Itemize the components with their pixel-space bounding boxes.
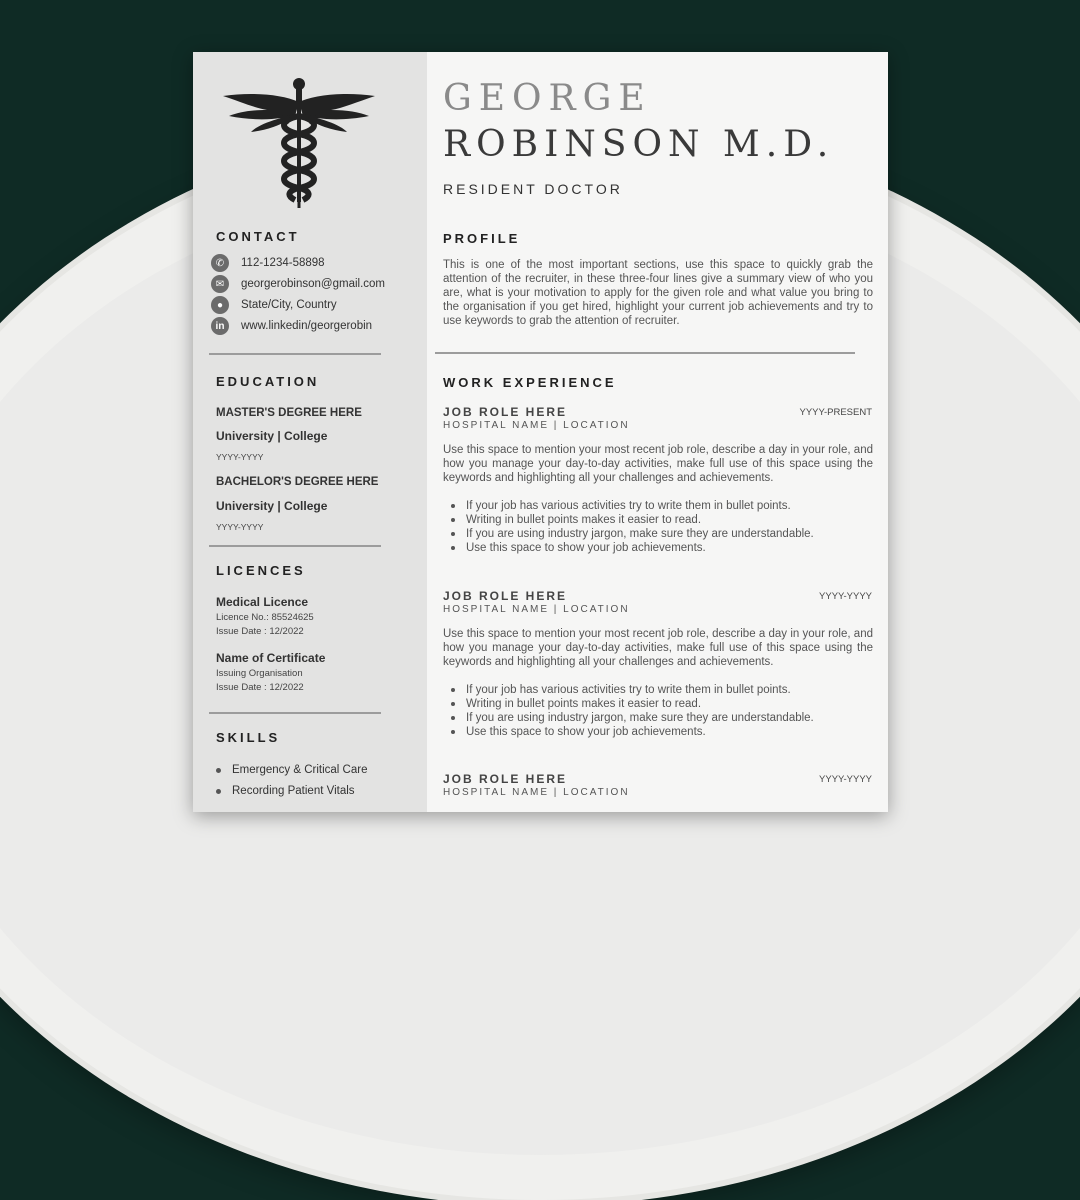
education-degree: BACHELOR'S DEGREE HERE xyxy=(216,476,379,488)
bullet-dot xyxy=(451,730,455,734)
work-experience-heading: WORK EXPERIENCE xyxy=(443,375,617,390)
job-bullets xyxy=(451,499,871,555)
job-hospital: HOSPITAL NAME | LOCATION xyxy=(443,420,630,431)
phone-text: 112-1234-58898 xyxy=(241,257,325,269)
contact-linkedin xyxy=(211,317,372,335)
bullet-dot xyxy=(451,702,455,706)
skill-item xyxy=(216,785,355,797)
bullet-item xyxy=(451,683,871,697)
main-divider xyxy=(435,352,855,354)
bullet-item xyxy=(451,527,871,541)
job-description: Use this space to mention your most recent job role, describe a day in your role, and how you manage your day-to-day activities, make full use of this space using the keywords and highlighting all your challenges and achievements. xyxy=(443,444,873,484)
bullet-dot xyxy=(216,789,221,794)
bullet-dot xyxy=(451,546,455,550)
bullet-item xyxy=(451,513,871,527)
licences-heading: LICENCES xyxy=(216,563,306,578)
bullet-text: If your job has various activities try to write them in bullet points. xyxy=(466,684,791,696)
sidebar-divider xyxy=(209,712,381,714)
job-role: JOB ROLE HERE xyxy=(443,772,568,786)
bullet-text: If you are using industry jargon, make sure they are understandable. xyxy=(466,712,814,724)
job-title: RESIDENT DOCTOR xyxy=(443,181,623,197)
profile-text: This is one of the most important sections, use this space to quickly grab the attention of the recruiter, in these three-four lines give a summary view of who you are, what is your motivation to apply for the given role and what value you bring to the organisation if you get hired, highlight your current job achievements and try to use keywords to grab the attention of recruiter. xyxy=(443,259,873,327)
location-text: State/City, Country xyxy=(241,299,337,311)
job-hospital: HOSPITAL NAME | LOCATION xyxy=(443,604,630,615)
first-name: GEORGE xyxy=(443,78,652,119)
bullet-dot xyxy=(451,688,455,692)
licence-organisation: Issuing Organisation xyxy=(216,668,303,679)
phone-icon: ✆ xyxy=(211,254,229,272)
bullet-text: Writing in bullet points makes it easier to read. xyxy=(466,698,702,710)
job-bullets xyxy=(451,683,871,739)
bullet-item xyxy=(451,725,871,739)
licence-name: Medical Licence xyxy=(216,595,309,609)
bullet-dot xyxy=(451,504,455,508)
bullet-text: Use this space to show your job achievements. xyxy=(466,542,706,554)
bullet-text: If your job has various activities try to write them in bullet points. xyxy=(466,500,791,512)
email-text: georgerobinson@gmail.com xyxy=(241,278,385,290)
bullet-item xyxy=(451,711,871,725)
bullet-item xyxy=(451,499,871,513)
bullet-item xyxy=(451,541,871,555)
bullet-text: Writing in bullet points makes it easier to read. xyxy=(466,514,702,526)
job-description: Use this space to mention your most recent job role, describe a day in your role, and how you manage your day-to-day activities, make full use of this space using the keywords and highlighting all your challenges and achievements. xyxy=(443,628,873,668)
bullet-dot xyxy=(451,532,455,536)
contact-phone xyxy=(211,254,325,272)
sidebar-divider xyxy=(209,545,381,547)
job-role: JOB ROLE HERE xyxy=(443,405,568,419)
education-years: YYYY-YYYY xyxy=(216,522,264,532)
caduceus-icon xyxy=(221,74,377,209)
skill-text: Emergency & Critical Care xyxy=(232,764,368,776)
bullet-dot xyxy=(216,768,221,773)
education-school: University | College xyxy=(216,499,328,513)
profile-heading: PROFILE xyxy=(443,231,521,246)
job-role: JOB ROLE HERE xyxy=(443,589,568,603)
bullet-dot xyxy=(451,518,455,522)
location-pin-icon: ● xyxy=(211,296,229,314)
bullet-dot xyxy=(451,716,455,720)
licence-issue-date: Issue Date : 12/2022 xyxy=(216,682,304,693)
licence-issue-date: Issue Date : 12/2022 xyxy=(216,626,304,637)
contact-location xyxy=(211,296,337,314)
resume-sidebar xyxy=(193,52,427,812)
education-years: YYYY-YYYY xyxy=(216,452,264,462)
education-heading: EDUCATION xyxy=(216,374,320,389)
skill-text: Recording Patient Vitals xyxy=(232,785,355,797)
licence-number: Licence No.: 85524625 xyxy=(216,612,314,623)
bullet-item xyxy=(451,697,871,711)
linkedin-text: www.linkedin/georgerobin xyxy=(241,320,373,332)
contact-email xyxy=(211,275,385,293)
job-date: YYYY-YYYY xyxy=(819,591,872,602)
bullet-text: If you are using industry jargon, make sure they are understandable. xyxy=(466,528,814,540)
job-date: YYYY-YYYY xyxy=(819,774,872,785)
job-hospital: HOSPITAL NAME | LOCATION xyxy=(443,787,630,798)
education-school: University | College xyxy=(216,429,328,443)
linkedin-icon: in xyxy=(211,317,229,335)
job-date: YYYY-PRESENT xyxy=(799,407,872,418)
education-degree: MASTER'S DEGREE HERE xyxy=(216,407,362,419)
email-icon: ✉ xyxy=(211,275,229,293)
skill-item xyxy=(216,764,367,776)
resume-page xyxy=(193,52,888,812)
skills-heading: SKILLS xyxy=(216,730,281,745)
last-name: ROBINSON M.D. xyxy=(443,124,835,165)
resume-main xyxy=(427,52,888,812)
sidebar-divider xyxy=(209,353,381,355)
licence-name: Name of Certificate xyxy=(216,651,326,665)
bullet-text: Use this space to show your job achievements. xyxy=(466,726,706,738)
contact-heading: CONTACT xyxy=(216,229,300,244)
